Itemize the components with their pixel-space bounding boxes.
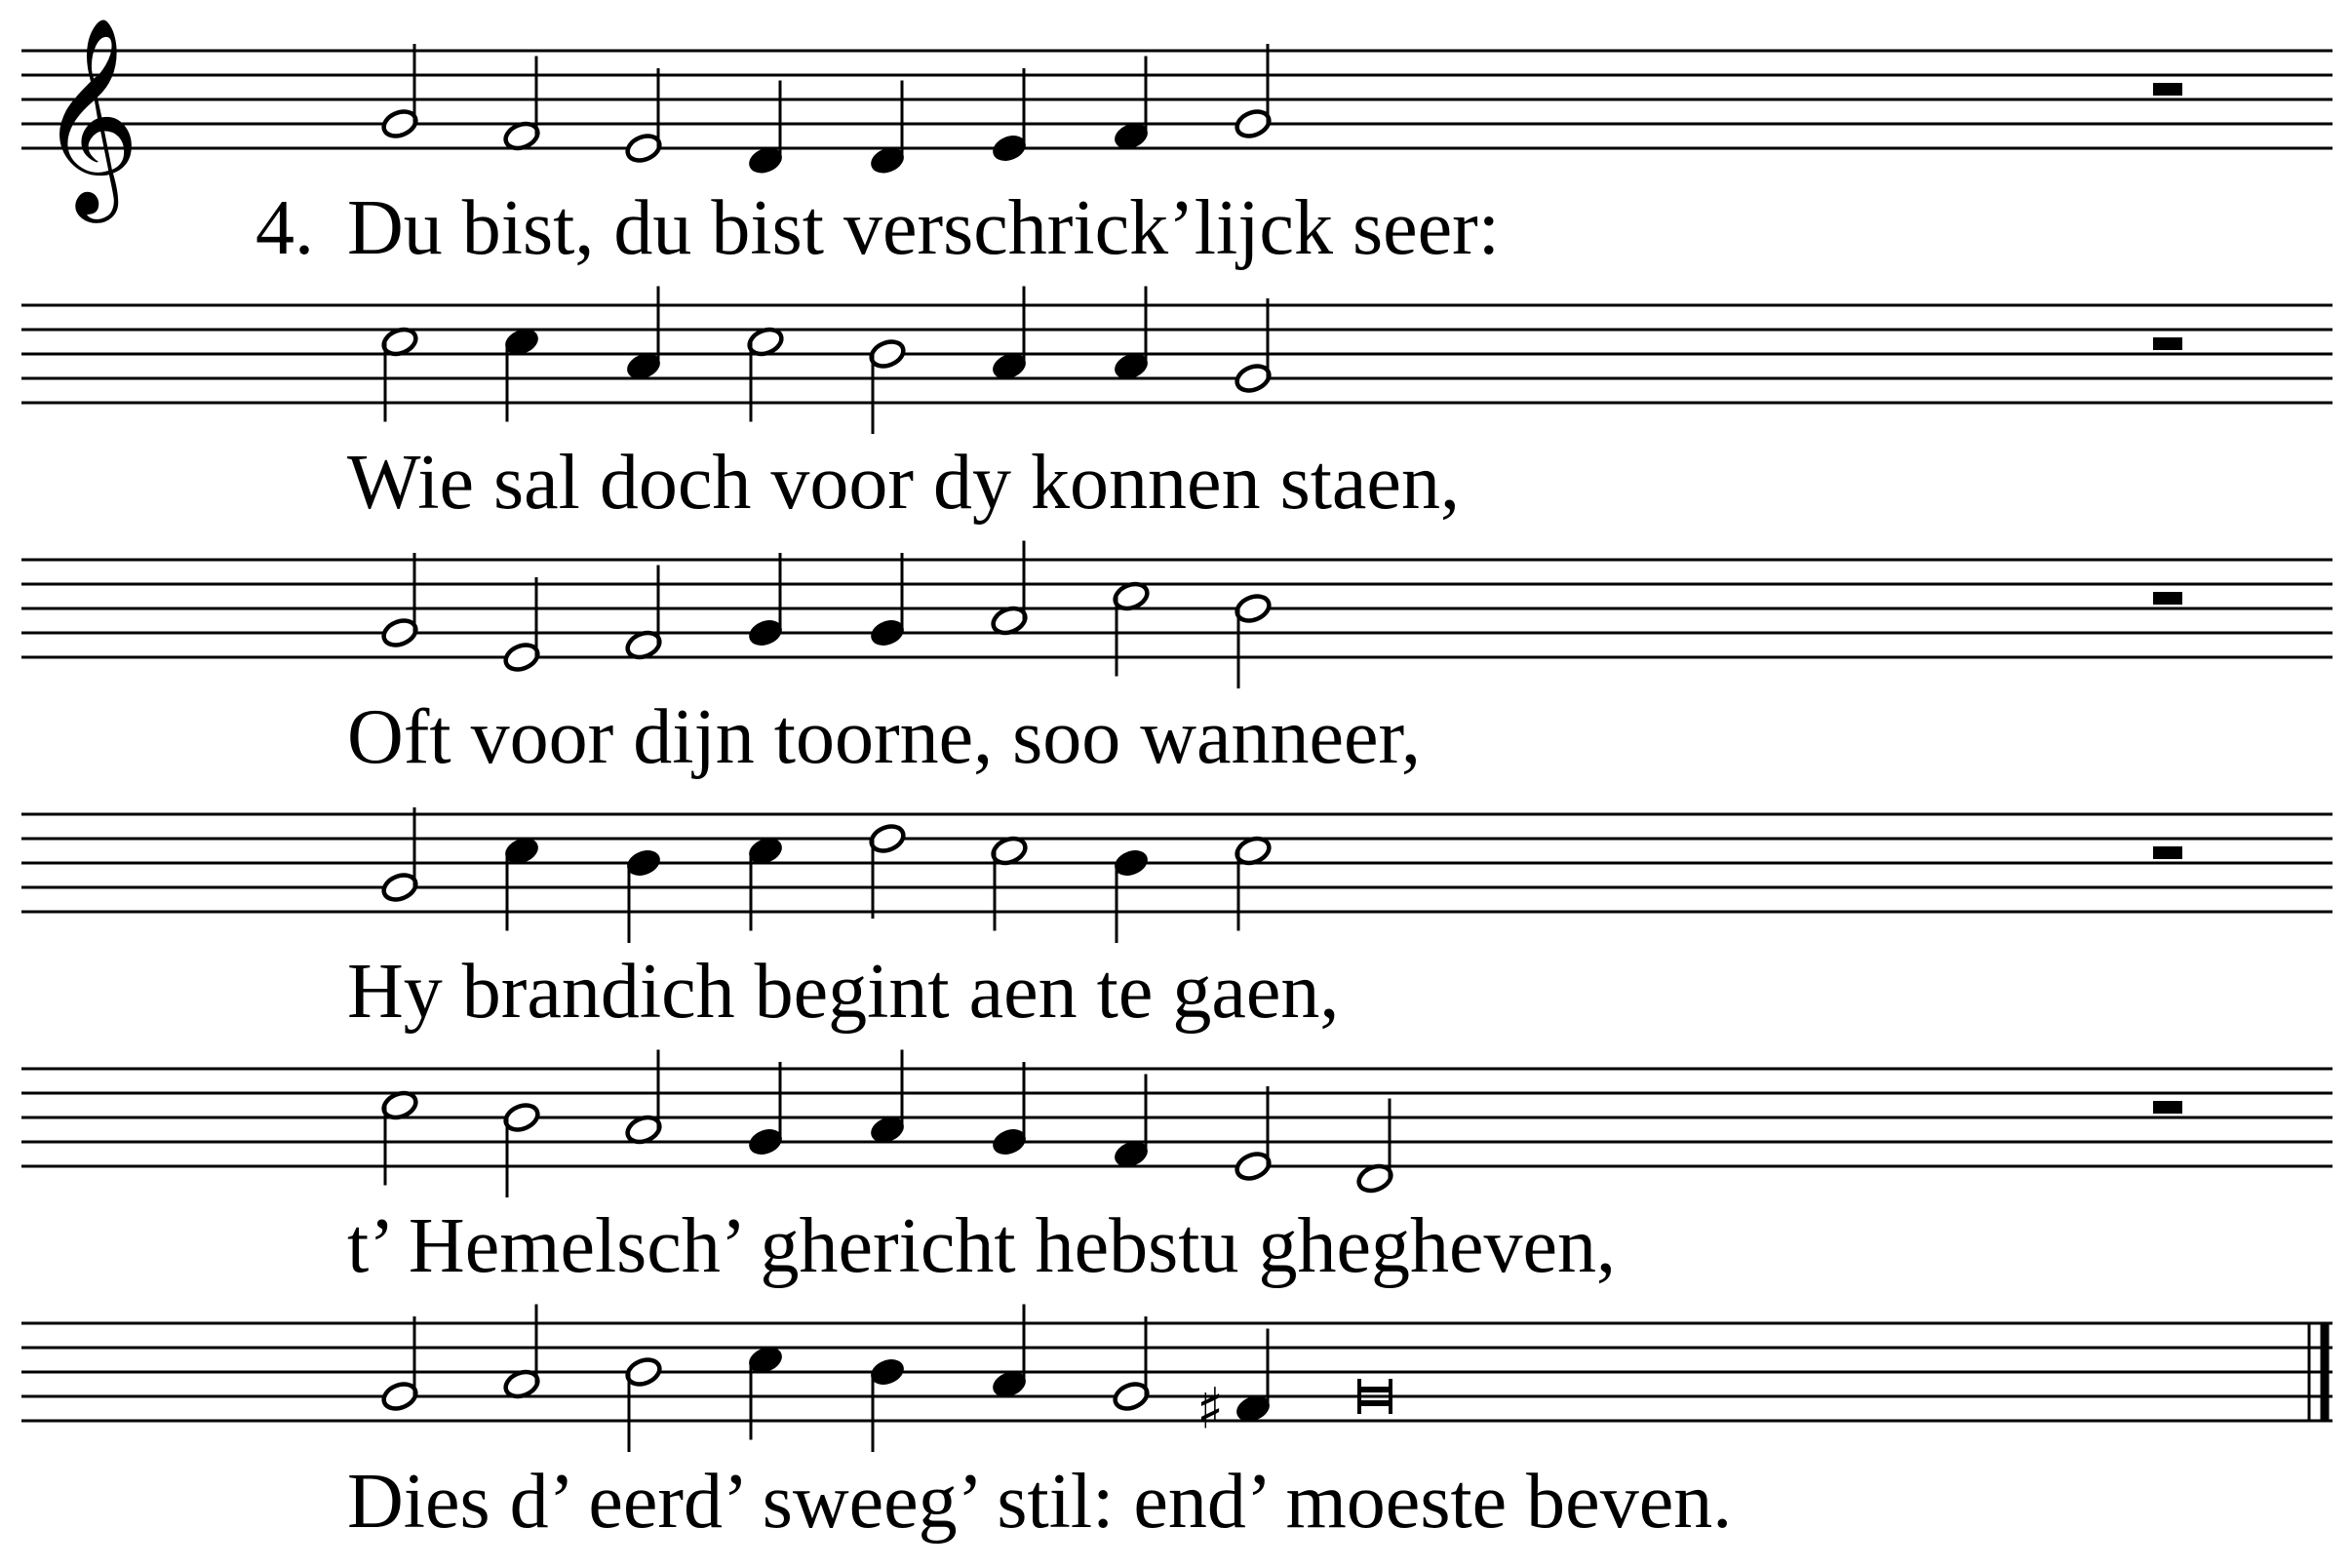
note-half <box>1234 298 1273 395</box>
note-quarter <box>990 287 1029 383</box>
half-rest-icon <box>2153 592 2182 605</box>
note-quarter <box>868 1050 907 1147</box>
lyric-line-2: Wie sal doch voor dy konnen staen, <box>347 440 1460 526</box>
note-quarter <box>868 553 907 649</box>
verse-number: 4. <box>255 185 314 271</box>
note-quarter <box>624 846 663 943</box>
sharp-icon: ♯ <box>1196 1375 1225 1442</box>
lyric-line-3: Oft voor dijn toorne, soo wanneer, <box>347 694 1421 780</box>
treble-clef-icon: 𝄞 <box>39 17 140 215</box>
note-quarter <box>746 553 785 649</box>
note-half <box>990 541 1029 638</box>
note-half <box>1112 1316 1151 1413</box>
note-half <box>1234 592 1273 688</box>
note-half <box>380 1088 419 1185</box>
note-quarter <box>746 81 785 177</box>
half-rest-icon <box>2153 846 2182 859</box>
lyric-line-6: Dies d’ eerd’ sweeg’ stil: end’ moeste beven. <box>347 1459 1733 1545</box>
note-quarter <box>502 834 541 930</box>
note-quarter <box>868 1355 907 1452</box>
lyric-line-5: t’ Hemelsch’ ghericht hebstu ghegheven, <box>347 1203 1617 1289</box>
lyric-line-4: Hy brandich begint aen te gaen, <box>347 949 1340 1035</box>
note-quarter <box>1112 1075 1151 1171</box>
half-rest-icon <box>2153 83 2182 96</box>
note-half <box>624 68 663 165</box>
half-rest-icon <box>2153 1101 2182 1114</box>
note-quarter <box>746 1343 785 1439</box>
note-half <box>624 566 663 662</box>
note-half <box>746 325 785 421</box>
note-half <box>1234 1086 1273 1183</box>
note-half <box>1234 834 1273 930</box>
note-half <box>868 337 907 434</box>
staff-system-4 <box>21 807 2332 943</box>
note-quarter <box>1196 1329 1273 1442</box>
note-half <box>380 1316 419 1413</box>
note-half <box>380 44 419 140</box>
note-half <box>380 807 419 904</box>
note-quarter <box>1112 846 1151 943</box>
note-half <box>380 325 419 421</box>
note-half <box>990 834 1029 930</box>
note-quarter <box>990 1062 1029 1158</box>
note-quarter <box>990 68 1029 165</box>
note-quarter <box>502 325 541 421</box>
note-quarter <box>746 1062 785 1158</box>
note-half <box>502 1305 541 1401</box>
note-quarter <box>746 834 785 930</box>
note-half <box>624 1050 663 1147</box>
staff-system-6 <box>21 1305 2332 1453</box>
staff-system-3 <box>21 541 2332 689</box>
note-quarter <box>1112 287 1151 383</box>
half-rest-icon <box>2153 337 2182 350</box>
staff-system-5 <box>21 1050 2332 1198</box>
note-half <box>1234 44 1273 140</box>
note-half <box>380 553 419 649</box>
note-quarter <box>624 287 663 383</box>
note-quarter <box>1112 57 1151 153</box>
note-half <box>1112 579 1151 676</box>
note-quarter <box>868 81 907 177</box>
note-half <box>624 1355 663 1452</box>
note-half <box>502 57 541 153</box>
lyric-line-1: Du bist, du bist verschrick’lijck seer: <box>347 185 1500 271</box>
note-quarter <box>990 1305 1029 1401</box>
note-half <box>502 577 541 674</box>
staff-system-2 <box>21 287 2332 435</box>
note-half <box>502 1101 541 1197</box>
note-half <box>1355 1099 1394 1196</box>
note-half <box>868 822 907 919</box>
